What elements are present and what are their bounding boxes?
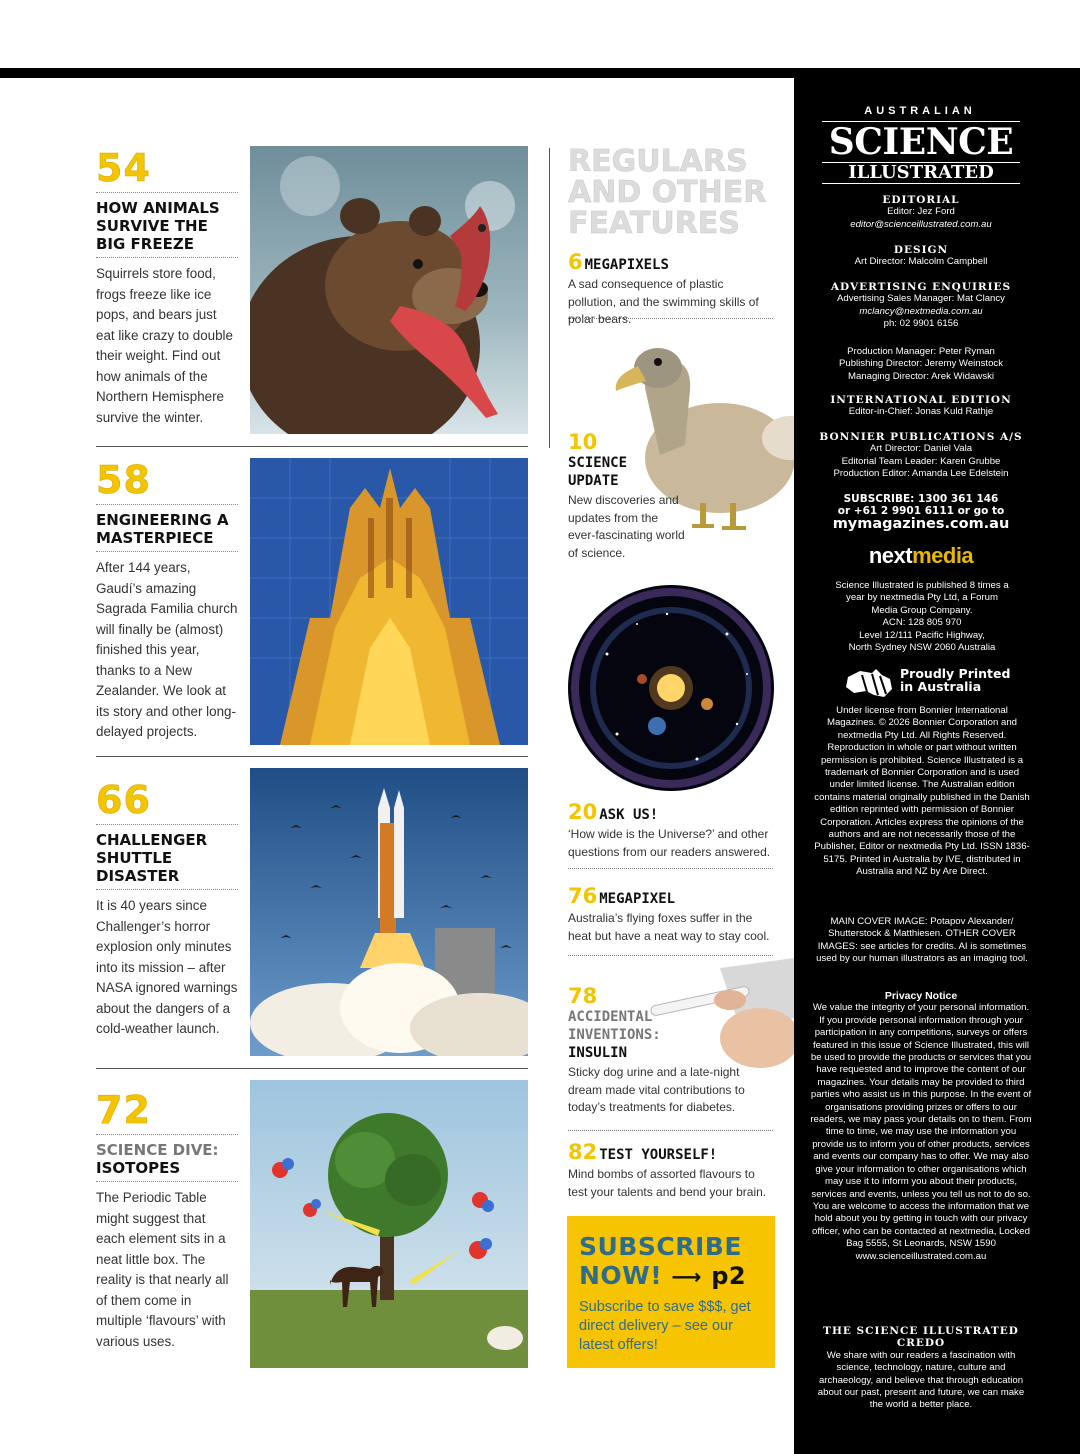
- credo: THE SCIENCE ILLUSTRATED CREDO We share with our readers a fascination with science, technology, nature, culture and archaeology, and believe that through education about our past, present and future, we can make the world a better place.: [817, 1325, 1025, 1411]
- editorial-credits: EDITORIAL Editor: Jez Ford editor@scienceillustrated.com.au: [850, 194, 992, 230]
- design-credits: DESIGN Art Director: Malcolm Campbell: [854, 244, 988, 268]
- regular-accidental-inventions[interactable]: 78 ACCIDENTAL INVENTIONS: INSULIN Sticky dog urine and a late-night dream made vital contributions to today’s treatments for diabetes.: [568, 984, 745, 1114]
- subscribe-title: SUBSCRIBE NOW! ⟶ p2: [579, 1232, 747, 1290]
- feature-description: After 144 years, Gaudí’s amazing Sagrada Familia church will finally be (almost) finished this year, thanks to a New Zealander. We look at its story and other long-delayed projects.: [96, 560, 238, 739]
- feature-page-number: 66: [96, 778, 151, 822]
- feature-title: HOW ANIMALS SURVIVE THE BIG FREEZE: [96, 199, 220, 253]
- cover-credits: MAIN COVER IMAGE: Potapov Alexander/ Shutterstock & Matthiesen. OTHER COVER IMAGES: see articles for credits. AI is sometimes used by our human illustrators as an imaging tool.: [816, 916, 1028, 965]
- feature-title: SCIENCE DIVE: ISOTOPES: [96, 1141, 219, 1177]
- feature-description: It is 40 years since Challenger’s horror explosion only minutes into its mission – after NASA ignored warnings about the dangers of a cold-weather launch.: [96, 898, 238, 1036]
- bear-salmon-image[interactable]: [250, 146, 528, 434]
- subscribe-info: SUBSCRIBE: 1300 361 146 or +61 2 9901 6111 or go to mymagazines.com.au: [794, 493, 1048, 530]
- international-credits: INTERNATIONAL EDITION Editor-in-Chief: Jonas Kuld Rathje: [830, 394, 1012, 418]
- regulars-heading: REGULARS AND OTHER FEATURES: [568, 144, 767, 241]
- sagrada-familia-image[interactable]: [250, 458, 528, 745]
- feature-description: The Periodic Table might suggest that each element sits in a neat little box. The reality is that nearly all of them come in multiple ‘flavours’ with various uses.: [96, 1190, 229, 1349]
- proudly-printed-badge: Proudly Printed in Australia: [842, 667, 1052, 699]
- feature-54[interactable]: [96, 148, 238, 428]
- universe-image[interactable]: [567, 584, 775, 791]
- publisher-info: Science Illustrated is published 8 times a year by nextmedia Pty Ltd, a Forum Media Group Company. ACN: 128 805 970 Level 12/111 Pacific Highway, North Sydney NSW 2060 Australia: [835, 580, 1009, 654]
- masthead-logo: SCIENCE ILLUSTRATED: [822, 121, 1020, 184]
- mymagazines-link[interactable]: mymagazines.com.au: [832, 515, 1010, 532]
- nextmedia-logo: nextmedia: [868, 543, 974, 568]
- column-divider: [549, 148, 550, 448]
- feature-description: Squirrels store food, frogs freeze like ice pops, and bears just eat like crazy to double their weight. Find out how animals of the Northern Hemisphere survive the winter.: [96, 266, 233, 425]
- feature-72[interactable]: [96, 1090, 238, 1352]
- feature-58[interactable]: [96, 460, 238, 743]
- feature-page-number: 58: [96, 458, 151, 502]
- shuttle-launch-image[interactable]: [250, 768, 528, 1056]
- regular-ask-us[interactable]: 20 ASK US! ‘How wide is the Universe?’ and other questions from our readers answered.: [568, 800, 771, 859]
- subscribe-box[interactable]: [567, 1216, 775, 1368]
- bonnier-credits: BONNIER PUBLICATIONS A/S Art Director: Daniel Vala Editorial Team Leader: Karen Grubbe Production Editor: Amanda Lee Edelstein: [819, 431, 1023, 480]
- license-notice: Under license from Bonnier International Magazines. © 2026 Bonnier Corporation and nextmedia Pty Ltd. All Rights Reserved. Reproduction in whole or part without written permission is prohibited. Science Illustrated is a trademark of Bonnier Corporation and is used under limited license. The Australian edition contains material originally published in the Danish edition reprinted with permission of Bonnier Corporation. Articles express the opinions of the authors and are not necessarily those of the Publisher, Editor or nextmedia Pty Ltd. ISSN 1836-5175. Printed in Australia by IVE, distributed in Australia and NZ by Are Direct.: [814, 705, 1030, 878]
- masthead-australian: AUSTRALIAN: [864, 105, 976, 117]
- feature-title: CHALLENGER SHUTTLE DISASTER: [96, 831, 208, 885]
- imprint-column: [794, 78, 1080, 1454]
- subscribe-text: Subscribe to save $$$, get direct delivery – see our latest offers!: [579, 1299, 751, 1353]
- regular-test-yourself[interactable]: 82 TEST YOURSELF! Mind bombs of assorted flavours to test your talents and bend your brain.: [568, 1140, 767, 1199]
- feature-page-number: 54: [96, 146, 151, 190]
- regular-megapixels[interactable]: 6 MEGAPIXELS A sad consequence of plastic pollution, and the swimming skills of polar bears.: [568, 250, 759, 326]
- advertising-credits: ADVERTISING ENQUIRIES Advertising Sales Manager: Mat Clancy mclancy@nextmedia.com.au ph: 02 9901 6156: [830, 281, 1012, 330]
- regular-megapixel[interactable]: 76 MEGAPIXEL Australia’s flying foxes suffer in the heat but have a neat way to stay cool.: [568, 884, 770, 943]
- isotopes-illustration-image[interactable]: [250, 1080, 528, 1368]
- website-link[interactable]: www.scienceillustrated.com.au: [855, 1250, 987, 1262]
- regular-science-update[interactable]: 10 SCIENCE UPDATE New discoveries and updates from the ever-fascinating world of science.: [568, 430, 685, 560]
- arrow-right-icon: ⟶: [671, 1265, 702, 1289]
- management-credits: Production Manager: Peter Ryman Publishing Director: Jeremy Weinstock Managing Director: Arek Widawski: [838, 346, 1004, 382]
- feature-66[interactable]: [96, 780, 238, 1040]
- feature-page-number: 72: [96, 1088, 151, 1132]
- top-black-bar: [0, 68, 1080, 78]
- privacy-notice: Privacy Notice We value the integrity of your personal information. If you provide personal information through your participation in any competitions, surveys or offers featured in this issue of Science Illustrated, this will be used to provide the products or services that you have requested and to improve the content of our magazines. Your details may be provided to third parties who assist us in this purpose. In the event of organisations providing prizes or offers to our readers, we may pass your details on to them. From time to time, we may use the information you provide us to inform you of other products, services and events our company has to offer. We may also give your information to other organisations which may use it to inform you about their products, services and events, unless you tell us not to do so. You are welcome to access the information that we hold about you by getting in touch with our privacy officer, who can be contacted at nextmedia, Locked Bag 5555, St Leonards, NSW 1590 www.scienceillustrated.com.au: [810, 990, 1032, 1262]
- australia-map-icon: [842, 667, 894, 699]
- feature-title: ENGINEERING A MASTERPIECE: [96, 511, 229, 547]
